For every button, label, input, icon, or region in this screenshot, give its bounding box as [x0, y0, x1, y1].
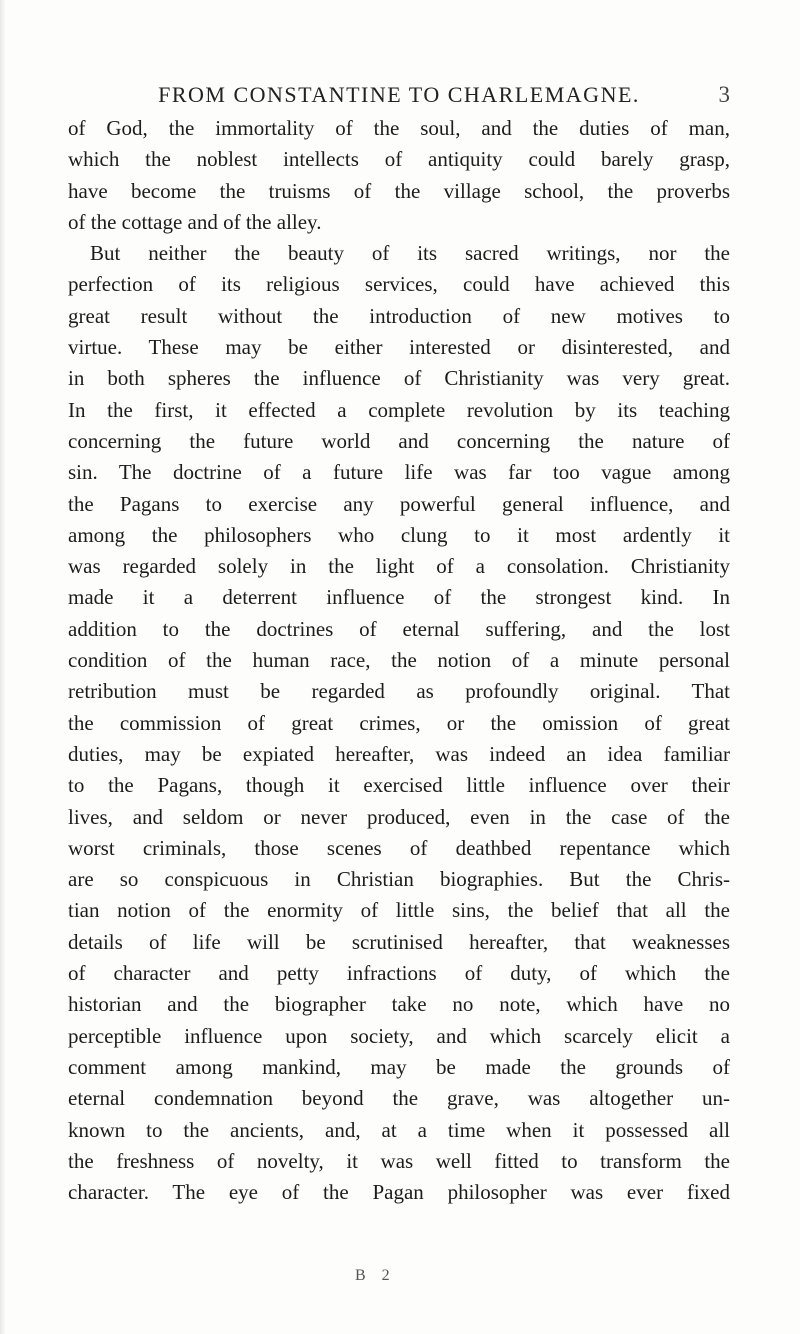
text-line: eternal condemnation beyond the grave, was altogether un- [68, 1086, 730, 1111]
running-head [68, 82, 730, 106]
text-line: addition to the doctrines of eternal suffering, and the lost [68, 616, 730, 641]
text-line: condition of the human race, the notion of a minute personal [68, 648, 730, 673]
text-line: in both spheres the influence of Christianity was very great. [68, 366, 730, 391]
text-line: the Pagans to exercise any powerful general influence, and [68, 491, 730, 516]
text-line: perceptible influence upon society, and which scarcely elicit a [68, 1023, 730, 1048]
text-line: virtue. These may be either interested or disinterested, and [68, 335, 730, 360]
running-title: FROM CONSTANTINE TO CHARLEMAGNE. [158, 82, 640, 107]
text-line: of character and petty infractions of duty, of which the [68, 961, 730, 986]
text-line: which the noblest intellects of antiquity could barely grasp, [68, 147, 730, 172]
signature-mark: B 2 [355, 1267, 396, 1284]
text-line: lives, and seldom or never produced, even in the case of the [68, 804, 730, 829]
text-line: great result without the introduction of new motives to [68, 303, 730, 328]
text-line: retribution must be regarded as profoundly original. That [68, 679, 730, 704]
text-line: details of life will be scrutinised hereafter, that weaknesses [68, 929, 730, 954]
text-line: perfection of its religious services, could have achieved this [68, 272, 730, 297]
text-line: to the Pagans, though it exercised little influence over their [68, 773, 730, 798]
text-line: of the cottage and of the alley. [68, 209, 322, 234]
text-line: sin. The doctrine of a future life was far too vague among [68, 460, 730, 485]
text-line: of God, the immortality of the soul, and the duties of man, [68, 116, 730, 140]
text-line: made it a deterrent influence of the strongest kind. In [68, 585, 730, 610]
text-line: among the philosophers who clung to it most ardently it [68, 522, 730, 547]
text-line: historian and the biographer take no note, which have no [68, 992, 730, 1017]
text-line: worst criminals, those scenes of deathbed repentance which [68, 835, 730, 860]
text-line: the commission of great crimes, or the omission of great [68, 710, 730, 735]
text-line: But neither the beauty of its sacred writings, nor the [90, 241, 730, 266]
text-line: tian notion of the enormity of little sins, the belief that all the [68, 898, 730, 923]
body-text [68, 113, 730, 1208]
text-line: concerning the future world and concerning the nature of [68, 428, 730, 453]
text-line: the freshness of novelty, it was well fitted to transform the [68, 1148, 730, 1173]
text-line: comment among mankind, may be made the grounds of [68, 1054, 730, 1079]
text-line: have become the truisms of the village school, the proverbs [68, 178, 730, 203]
text-line: was regarded solely in the light of a consolation. Christianity [68, 554, 730, 579]
text-line: duties, may be expiated hereafter, was indeed an idea familiar [68, 741, 730, 766]
text-line: known to the ancients, and, at a time when it possessed all [68, 1117, 730, 1142]
text-line: are so conspicuous in Christian biographies. But the Chris- [68, 867, 730, 892]
text-line: character. The eye of the Pagan philosopher was ever fixed [68, 1180, 730, 1205]
page-binding-edge [0, 0, 6, 1334]
page-number: 3 [718, 82, 730, 107]
text-line: In the first, it effected a complete revolution by its teaching [68, 397, 730, 422]
